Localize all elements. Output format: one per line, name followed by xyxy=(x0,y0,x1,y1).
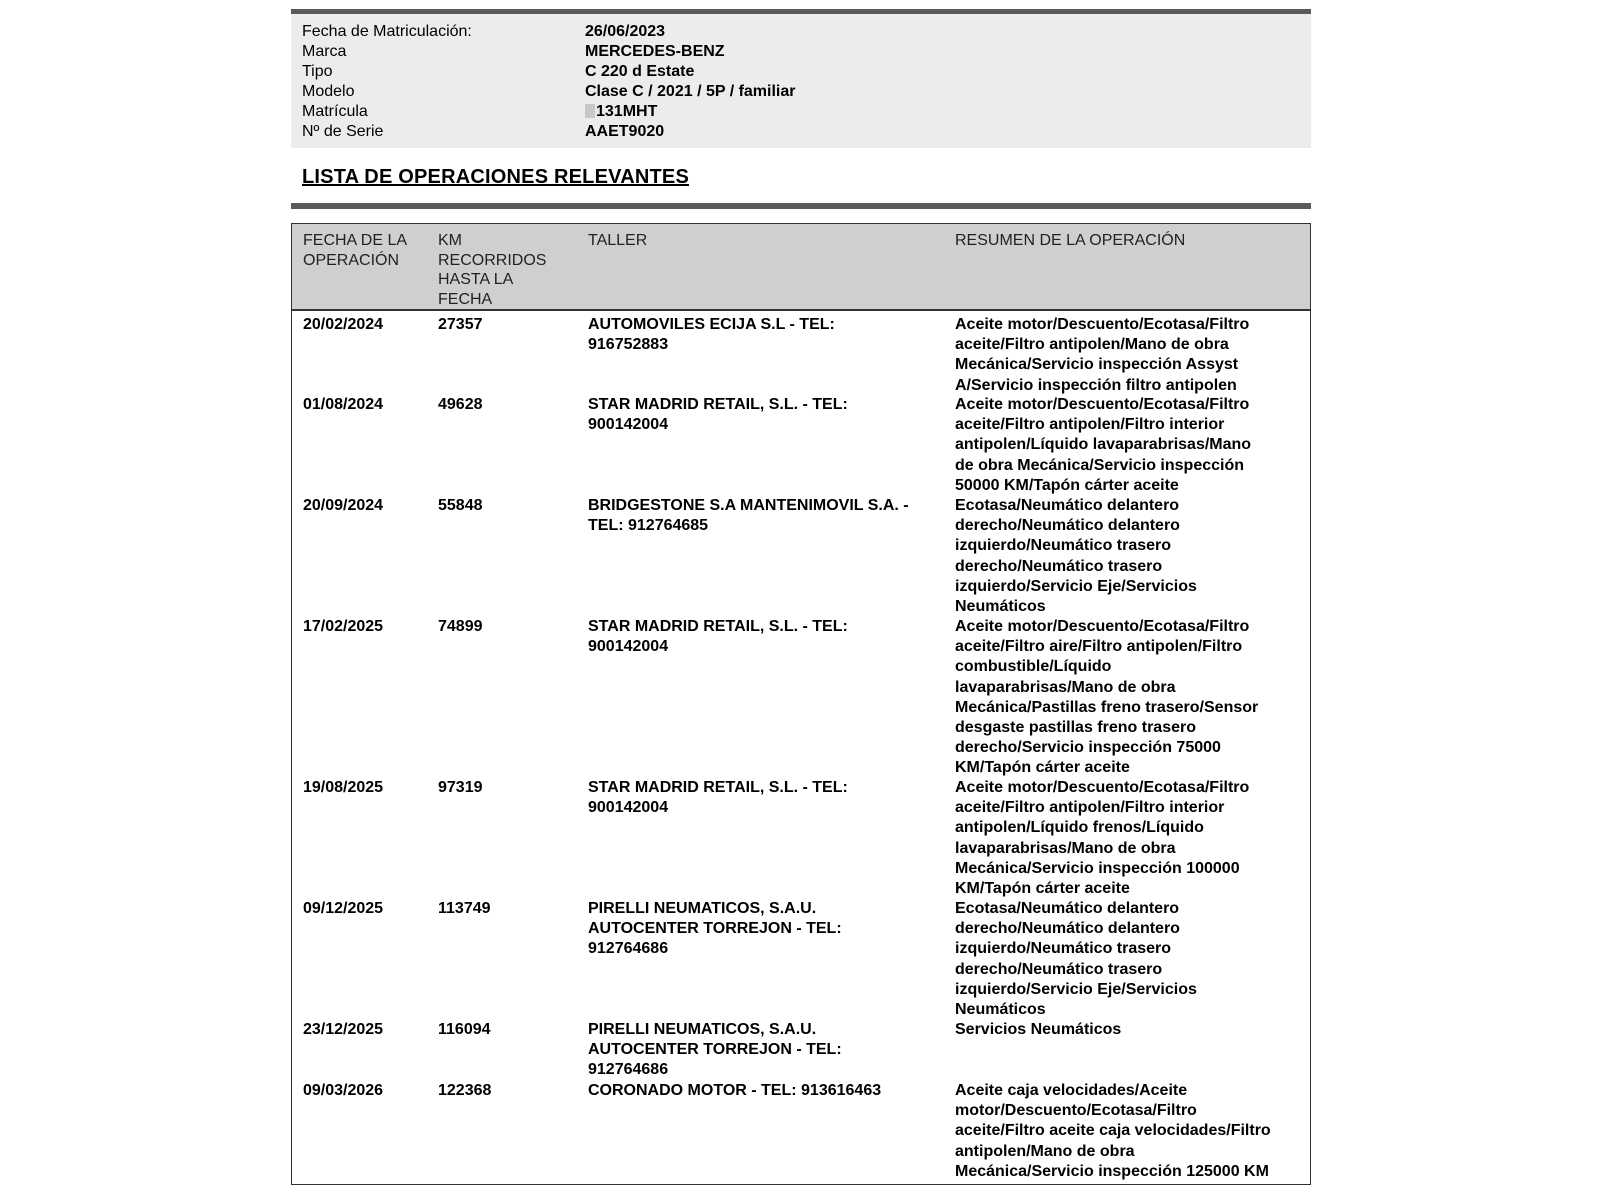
cell-km: 55848 xyxy=(438,497,483,514)
cell-workshop: AUTOMOVILES ECIJA S.L - TEL: 916752883 xyxy=(588,316,835,354)
cell-workshop: BRIDGESTONE S.A MANTENIMOVIL S.A. - TEL: 912764685 xyxy=(588,497,909,535)
column-header-workshop: TALLER xyxy=(588,232,648,249)
info-value: AAET9020 xyxy=(585,123,665,140)
cell-workshop: PIRELLI NEUMATICOS, S.A.U. AUTOCENTER TORREJON - TEL: 912764686 xyxy=(588,1021,842,1079)
cell-km: 113749 xyxy=(438,900,491,917)
cell-date: 01/08/2024 xyxy=(303,396,384,413)
info-label: Fecha de Matriculación: xyxy=(302,23,472,40)
cell-km: 27357 xyxy=(438,316,483,333)
cell-workshop: STAR MADRID RETAIL, S.L. - TEL: 900142004 xyxy=(588,779,848,817)
cell-date: 19/08/2025 xyxy=(303,779,384,796)
info-value: MERCEDES-BENZ xyxy=(585,43,725,60)
cell-km: 97319 xyxy=(438,779,483,796)
info-value: 26/06/2023 xyxy=(585,23,666,40)
info-value: 131MHT xyxy=(596,103,658,120)
section-title: LISTA DE OPERACIONES RELEVANTES xyxy=(302,166,689,188)
cell-date: 17/02/2025 xyxy=(303,618,384,635)
column-header-date: FECHA DE LA OPERACIÓN xyxy=(303,232,408,269)
cell-km: 49628 xyxy=(438,396,483,413)
cell-summary: Ecotasa/Neumático delantero derecho/Neumático delantero izquierdo/Neumático trasero derecho/Neumático trasero izquierdo/Servicio Eje/Servicios Neumáticos xyxy=(955,497,1197,616)
cell-date: 20/09/2024 xyxy=(303,497,384,514)
section-divider xyxy=(291,203,1311,209)
cell-km: 122368 xyxy=(438,1082,492,1099)
cell-date: 09/12/2025 xyxy=(303,900,384,917)
cell-summary: Servicios Neumáticos xyxy=(955,1021,1122,1038)
cell-summary: Ecotasa/Neumático delantero derecho/Neumático delantero izquierdo/Neumático trasero derecho/Neumático trasero izquierdo/Servicio Eje/Servicios Neumáticos xyxy=(955,900,1197,1019)
table-header xyxy=(292,224,1310,311)
vehicle-info-box xyxy=(291,14,1311,148)
cell-workshop: PIRELLI NEUMATICOS, S.A.U. AUTOCENTER TORREJON - TEL: 912764686 xyxy=(588,900,842,958)
operations-table xyxy=(291,223,1311,1185)
info-value: Clase C / 2021 / 5P / familiar xyxy=(585,83,796,100)
cell-workshop: CORONADO MOTOR - TEL: 913616463 xyxy=(588,1082,882,1099)
cell-km: 116094 xyxy=(438,1021,491,1038)
info-label: Matrícula xyxy=(302,103,368,120)
cell-summary: Aceite caja velocidades/Aceite motor/Descuento/Ecotasa/Filtro aceite/Filtro aceite caja velocidades/Filtro antipolen/Mano de obra Mecánica/Servicio inspección 125000 KM xyxy=(955,1082,1271,1180)
column-header-km: KM RECORRIDOS HASTA LA FECHA xyxy=(438,232,547,308)
info-label: Nº de Serie xyxy=(302,123,384,140)
info-value-wrapper xyxy=(585,102,657,122)
cell-workshop: STAR MADRID RETAIL, S.L. - TEL: 900142004 xyxy=(588,396,848,434)
redaction-mark xyxy=(585,104,595,118)
info-label: Modelo xyxy=(302,83,355,100)
info-value: C 220 d Estate xyxy=(585,63,695,80)
cell-summary: Aceite motor/Descuento/Ecotasa/Filtro aceite/Filtro antipolen/Mano de obra Mecánica/Servicio inspección Assyst A/Servicio inspección filtro antipolen xyxy=(955,316,1250,394)
cell-summary: Aceite motor/Descuento/Ecotasa/Filtro aceite/Filtro aire/Filtro antipolen/Filtro combustible/Líquido lavaparabrisas/Mano de obra Mecánica/Pastillas freno trasero/Sensor desgaste pastillas freno trasero derecho/Servicio inspección 75000 KM/Tapón cárter aceite xyxy=(955,618,1259,777)
cell-summary: Aceite motor/Descuento/Ecotasa/Filtro aceite/Filtro antipolen/Filtro interior antipolen/Líquido lavaparabrisas/Mano de obra Mecánica/Servicio inspección 50000 KM/Tapón cárter aceite xyxy=(955,396,1252,494)
column-header-summary: RESUMEN DE LA OPERACIÓN xyxy=(955,232,1186,249)
info-label: Marca xyxy=(302,43,347,60)
info-label: Tipo xyxy=(302,63,333,80)
cell-km: 74899 xyxy=(438,618,483,635)
cell-date: 09/03/2026 xyxy=(303,1082,384,1099)
cell-date: 23/12/2025 xyxy=(303,1021,384,1038)
cell-workshop: STAR MADRID RETAIL, S.L. - TEL: 900142004 xyxy=(588,618,848,656)
cell-summary: Aceite motor/Descuento/Ecotasa/Filtro aceite/Filtro antipolen/Filtro interior antipolen/Líquido frenos/Líquido lavaparabrisas/Mano de obra Mecánica/Servicio inspección 100000 KM/Tapón cárter aceite xyxy=(955,779,1250,898)
cell-date: 20/02/2024 xyxy=(303,316,384,333)
